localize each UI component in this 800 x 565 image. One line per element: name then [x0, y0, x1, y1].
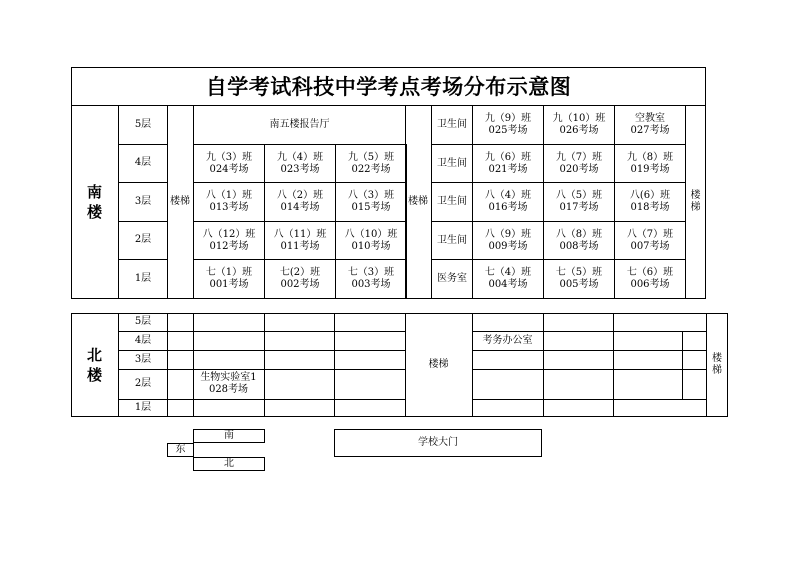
- north-floor-3: 3层: [134, 353, 152, 365]
- class-name: 七（3）班: [347, 267, 395, 278]
- exam-room-number: 017考场: [559, 202, 599, 213]
- north-lab-room: 生物实验室1 028考场: [200, 372, 257, 395]
- class-name: 八(6）班: [629, 190, 671, 201]
- north-floor-4: 4层: [134, 334, 152, 346]
- class-name: 九（7）班: [555, 151, 603, 163]
- exam-room-number: 004考场: [488, 279, 528, 290]
- exam-room-number: 009考场: [488, 240, 528, 252]
- class-name: 九（10）班: [552, 113, 606, 124]
- south-floor-3: 3层: [134, 195, 152, 207]
- class-name: 八（9）班: [484, 228, 532, 240]
- class-name: 九（9）班: [484, 113, 532, 124]
- page-title: 自学考试科技中学考点考场分布示意图: [205, 74, 572, 99]
- south-hall-label: 南五楼报告厅: [269, 119, 330, 130]
- north-office: 考务办公室: [482, 334, 533, 346]
- exam-room-number: 023考场: [280, 163, 320, 175]
- class-name: 九（6）班: [484, 151, 532, 163]
- class-name: 七（5）班: [555, 267, 603, 278]
- side-room-label: 卫生间: [437, 157, 467, 169]
- exam-room-number: 015考场: [351, 202, 391, 213]
- compass-east: 东: [175, 444, 186, 455]
- south-floor-4: 4层: [134, 157, 152, 168]
- side-room-label: 卫生间: [437, 234, 467, 246]
- south-stair-mid: 楼梯: [408, 196, 428, 207]
- north-building-label: 北 楼: [86, 346, 102, 384]
- south-stair-right: 楼 梯: [690, 190, 701, 213]
- exam-room-number: 007考场: [630, 240, 670, 252]
- side-room-label: 卫生间: [437, 119, 467, 130]
- exam-room-number: 002考场: [280, 279, 320, 290]
- class-name: 八（7）班: [626, 228, 674, 240]
- class-name: 七（1）班: [205, 267, 253, 278]
- south-building-label: 南 楼: [86, 183, 102, 221]
- compass-south: 南: [224, 430, 234, 441]
- exam-room-number: 014考场: [280, 202, 320, 213]
- class-name: 空教室: [635, 113, 665, 124]
- exam-room-number: 018考场: [630, 202, 670, 213]
- class-name: 八（2）班: [276, 190, 324, 201]
- north-stair-right: 楼 梯: [712, 353, 722, 376]
- class-name: 八（10）班: [344, 228, 398, 240]
- exam-room-number: 001考场: [209, 279, 249, 290]
- class-name: 九（3）班: [205, 151, 253, 163]
- class-name: 八（3）班: [347, 190, 395, 201]
- class-name: 八（8）班: [555, 228, 603, 240]
- compass-north: 北: [224, 458, 234, 469]
- side-room-label: 卫生间: [437, 196, 467, 207]
- exam-room-number: 011考场: [280, 240, 320, 252]
- school-gate: 学校大门: [418, 437, 458, 448]
- north-floor-1: 1层: [134, 402, 152, 413]
- exam-room-number: 020考场: [559, 163, 599, 175]
- side-room-label: 医务室: [437, 273, 467, 284]
- class-name: 七(2）班: [279, 267, 321, 278]
- exam-room-number: 016考场: [488, 202, 528, 213]
- south-floor-2: 2层: [134, 234, 152, 245]
- class-name: 八（4）班: [484, 190, 532, 201]
- exam-room-number: 008考场: [559, 240, 599, 252]
- class-name: 七（4）班: [484, 267, 532, 278]
- exam-room-number: 019考场: [630, 163, 670, 175]
- exam-room-number: 013考场: [209, 202, 249, 213]
- class-name: 九（4）班: [276, 151, 324, 163]
- exam-room-number: 005考场: [559, 279, 599, 290]
- exam-room-number: 022考场: [351, 163, 391, 175]
- south-floor-5: 5层: [134, 118, 152, 130]
- class-name: 八（11）班: [273, 228, 327, 240]
- exam-room-number: 026考场: [559, 125, 599, 136]
- exam-room-number: 010考场: [351, 240, 391, 252]
- class-name: 七（6）班: [626, 267, 674, 278]
- class-name: 九（8）班: [626, 151, 674, 163]
- class-name: 九（5）班: [347, 151, 395, 163]
- class-name: 八（12）班: [202, 228, 256, 240]
- north-floor-2: 2层: [134, 378, 152, 389]
- exam-room-number: 027考场: [630, 125, 670, 136]
- exam-room-number: 021考场: [488, 163, 528, 175]
- exam-room-number: 003考场: [351, 279, 391, 290]
- south-stair-left: 楼梯: [170, 196, 190, 207]
- exam-room-number: 025考场: [488, 125, 528, 136]
- exam-room-number: 012考场: [209, 240, 249, 252]
- exam-room-number: 024考场: [209, 163, 249, 175]
- south-floor-1: 1层: [134, 273, 152, 284]
- north-floor-5: 5层: [134, 316, 152, 327]
- exam-room-number: 006考场: [630, 279, 670, 290]
- class-name: 八（5）班: [555, 190, 603, 201]
- class-name: 八（1）班: [205, 190, 253, 201]
- north-stair-mid: 楼梯: [428, 359, 449, 370]
